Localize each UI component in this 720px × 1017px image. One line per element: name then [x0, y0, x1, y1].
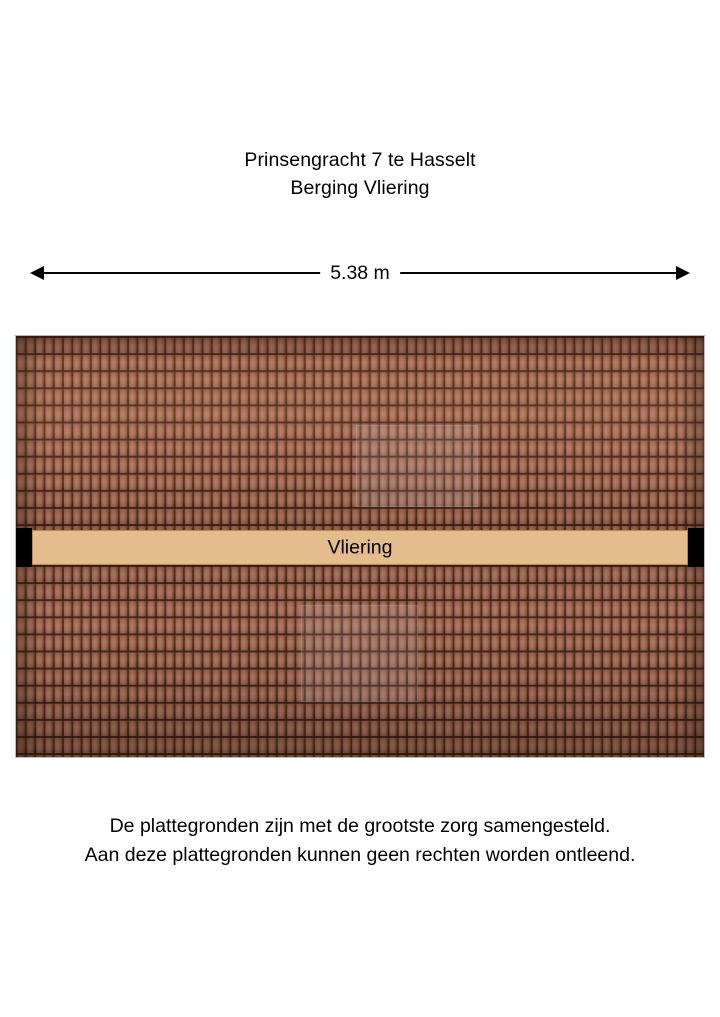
roof-tiles-upper — [16, 336, 704, 530]
roof-tile-texture — [16, 336, 704, 530]
title-address-line: Prinsengracht 7 te Hasselt — [244, 149, 476, 171]
roof-tiles-lower — [16, 565, 704, 757]
dimension-width — [30, 256, 690, 290]
room-vliering — [32, 530, 688, 565]
arrow-left-icon — [30, 266, 44, 280]
dimension-width-label: 5.38 m — [320, 256, 400, 290]
title-floor-line: Berging Vliering — [290, 177, 430, 199]
page-title — [0, 146, 720, 202]
disclaimer-line-2: Aan deze plattegronden kunnen geen rechten worden ontleend. — [84, 844, 636, 866]
floorplan-drawing — [16, 336, 704, 757]
arrow-right-icon — [676, 266, 690, 280]
disclaimer — [0, 812, 720, 870]
wall-block-left — [16, 528, 32, 567]
roof-tile-texture — [16, 565, 704, 757]
disclaimer-line-1: De plattegronden zijn met de grootste zorg samengesteld. — [109, 815, 611, 837]
wall-block-right — [688, 528, 704, 567]
room-label-vliering: Vliering — [327, 536, 393, 558]
